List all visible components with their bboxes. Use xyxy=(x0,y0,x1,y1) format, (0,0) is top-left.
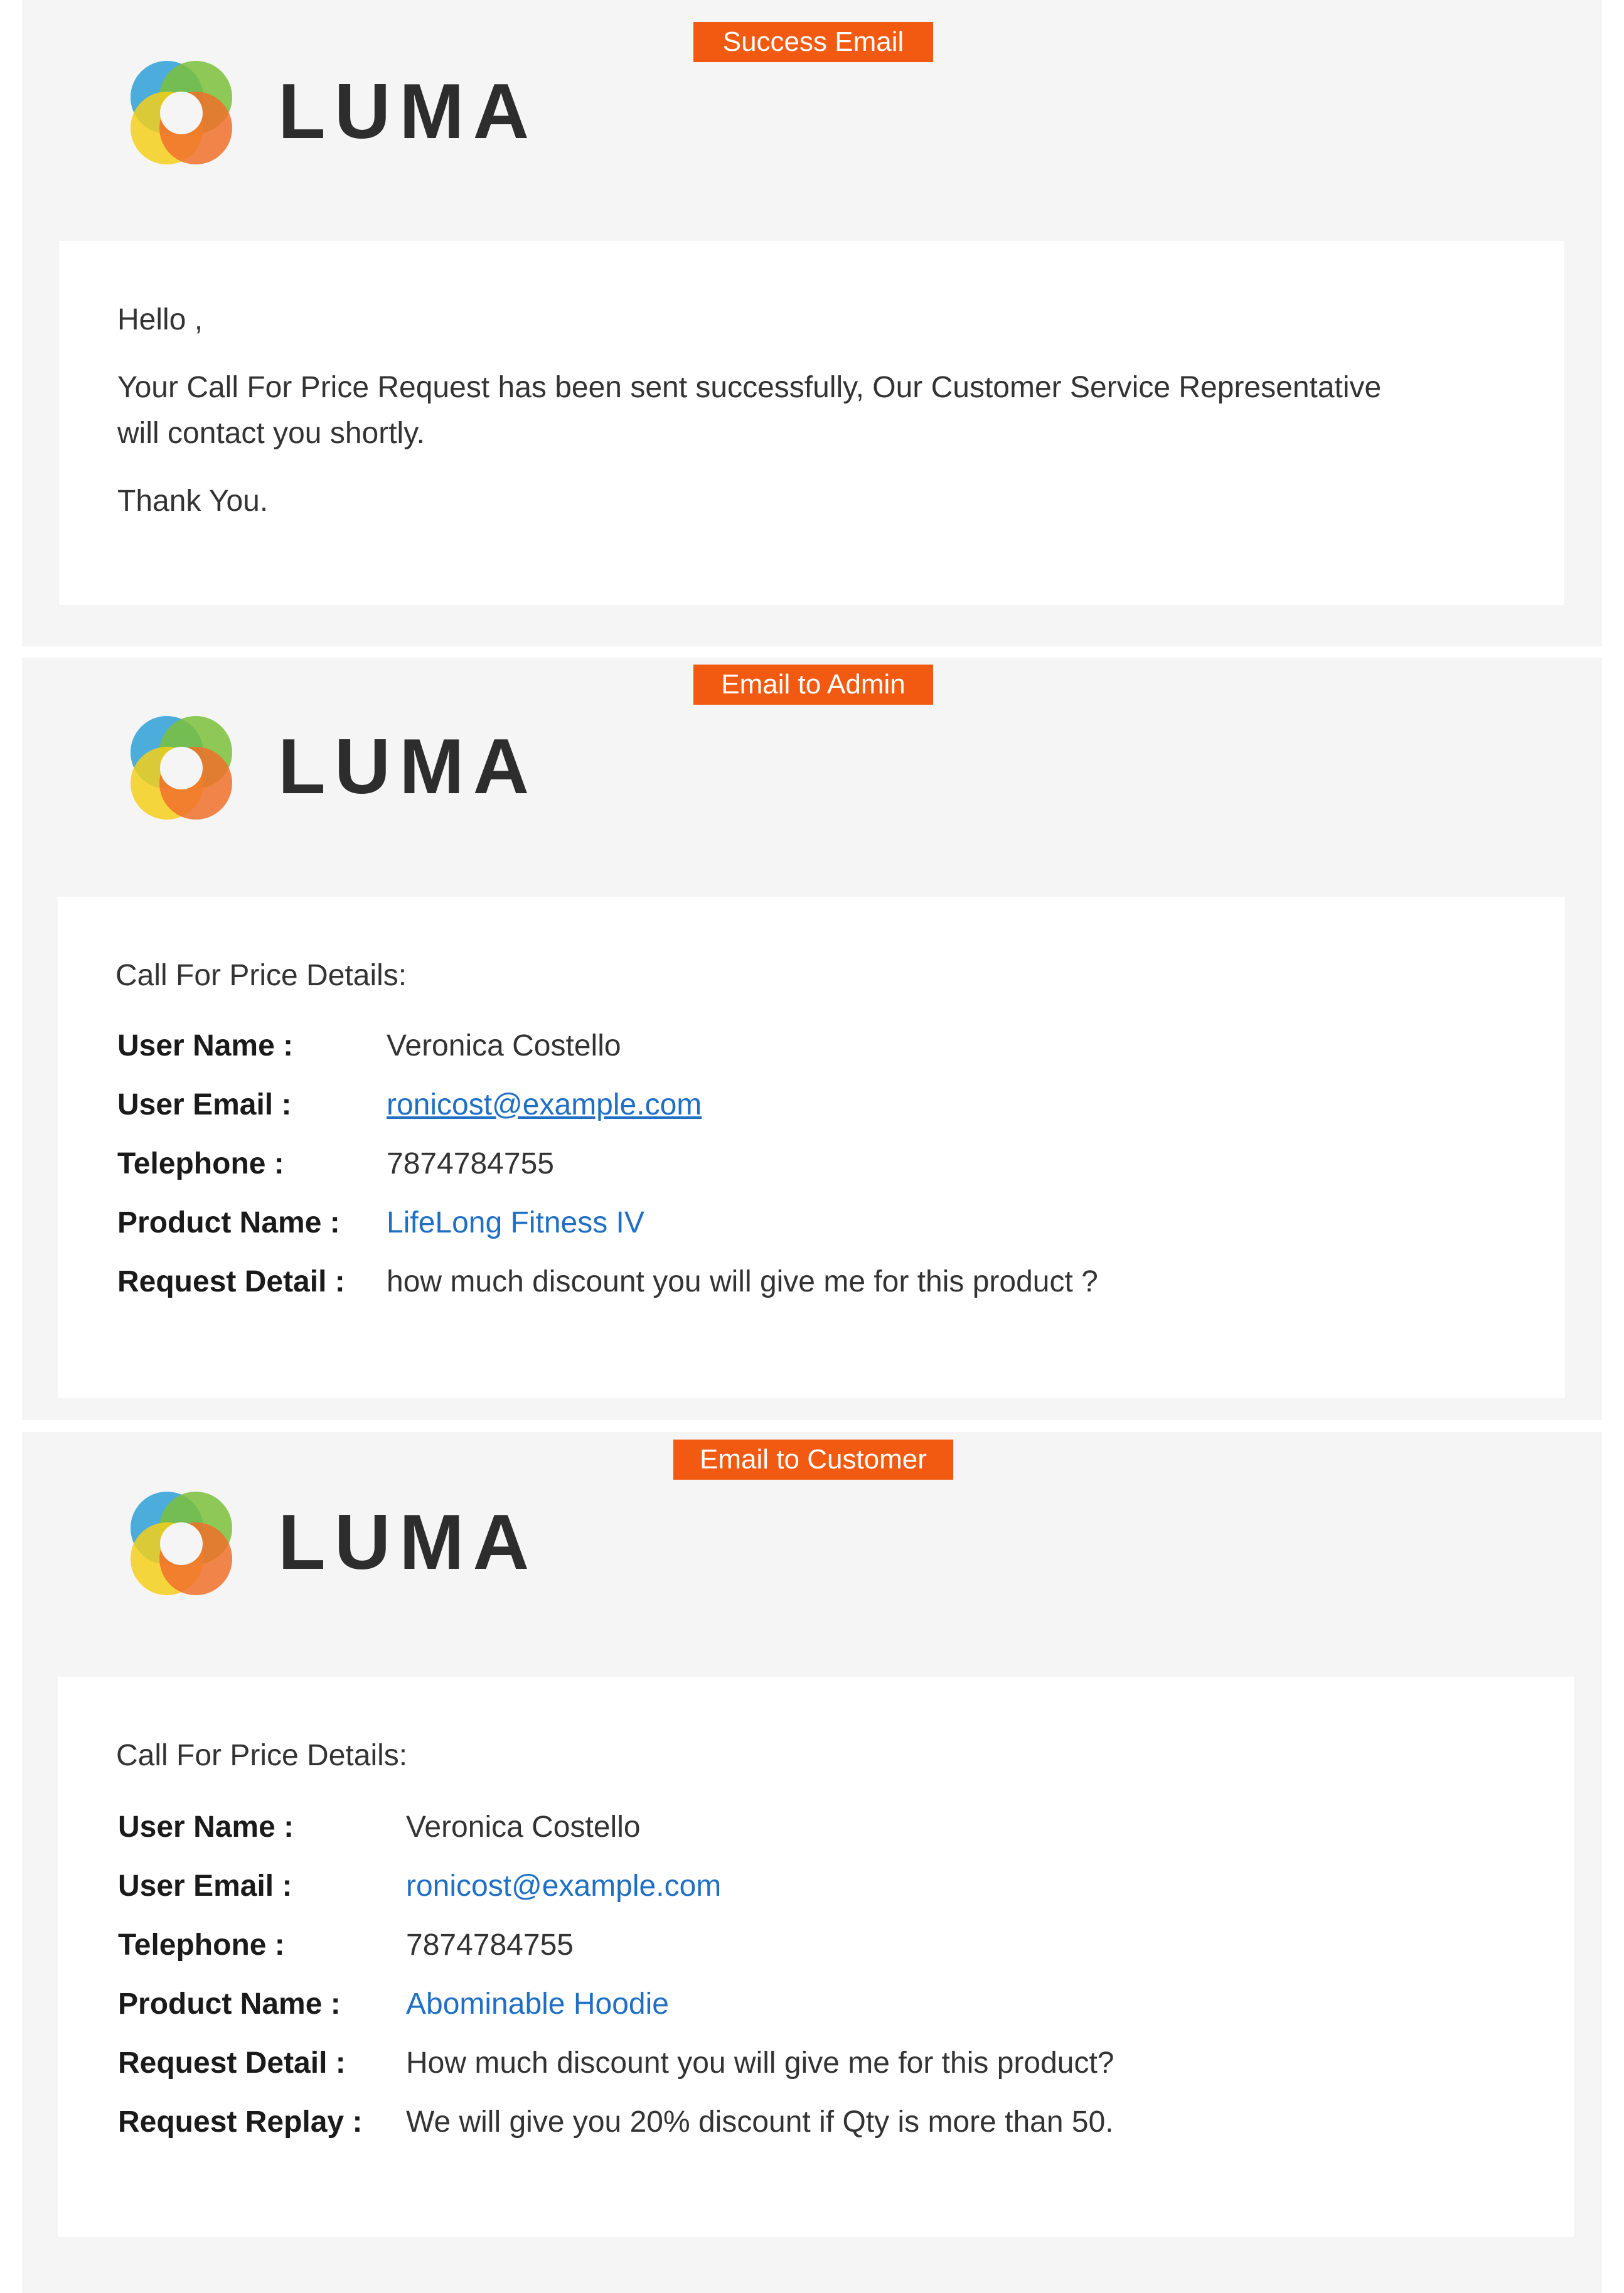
luma-logo-icon xyxy=(118,50,243,176)
request-detail-value: How much discount you will give me for this product? xyxy=(406,2046,1114,2080)
luma-logo-icon xyxy=(118,1481,243,1606)
user-name-label: User Name : xyxy=(117,1029,294,1062)
product-name-label: Product Name : xyxy=(117,1206,340,1239)
details-heading: Call For Price Details: xyxy=(116,1739,408,1772)
user-email-label: User Email : xyxy=(118,1869,292,1903)
closing: Thank You. xyxy=(117,484,269,518)
luma-logo xyxy=(118,705,538,831)
product-name-link[interactable]: LifeLong Fitness IV xyxy=(387,1206,644,1239)
luma-logo-icon xyxy=(118,705,243,831)
user-name-value: Veronica Costello xyxy=(406,1810,641,1844)
request-replay-label: Request Replay : xyxy=(118,2105,363,2139)
admin-email-badge: Email to Admin xyxy=(693,665,933,705)
success-email-panel xyxy=(0,0,1624,646)
user-name-label: User Name : xyxy=(118,1810,294,1844)
luma-logo-text: LUMA xyxy=(278,724,538,810)
luma-logo-text: LUMA xyxy=(278,1499,538,1586)
request-detail-label: Request Detail : xyxy=(117,1265,345,1298)
luma-logo xyxy=(118,50,538,176)
telephone-label: Telephone : xyxy=(117,1147,284,1180)
telephone-label: Telephone : xyxy=(118,1928,285,1962)
request-replay-value: We will give you 20% discount if Qty is more than 50. xyxy=(406,2105,1114,2139)
success-email-card xyxy=(59,241,1564,605)
details-heading: Call For Price Details: xyxy=(115,959,407,992)
luma-logo xyxy=(118,1481,538,1606)
luma-logo-text: LUMA xyxy=(278,68,538,155)
admin-email-card xyxy=(58,897,1565,1398)
telephone-value: 7874784755 xyxy=(406,1928,574,1962)
customer-email-badge: Email to Customer xyxy=(673,1440,953,1480)
product-name-label: Product Name : xyxy=(118,1987,341,2021)
customer-email-panel xyxy=(0,1432,1624,2293)
user-email-label: User Email : xyxy=(117,1088,292,1121)
customer-email-card xyxy=(58,1677,1574,2237)
request-detail-value: how much discount you will give me for this product ? xyxy=(387,1265,1098,1298)
request-detail-label: Request Detail : xyxy=(118,2046,346,2080)
user-email-link[interactable]: ronicost@example.com xyxy=(406,1869,722,1903)
product-name-link[interactable]: Abominable Hoodie xyxy=(406,1987,669,2021)
admin-email-panel xyxy=(0,658,1624,1420)
user-name-value: Veronica Costello xyxy=(387,1029,621,1062)
message-line-1: Your Call For Price Request has been sent successfully, Our Customer Service Representative xyxy=(117,371,1382,404)
success-email-badge: Success Email xyxy=(693,22,933,62)
telephone-value: 7874784755 xyxy=(387,1147,554,1180)
message-line-2: will contact you shortly. xyxy=(117,417,425,450)
greeting: Hello , xyxy=(117,303,203,336)
user-email-link[interactable]: ronicost@example.com xyxy=(387,1088,702,1121)
